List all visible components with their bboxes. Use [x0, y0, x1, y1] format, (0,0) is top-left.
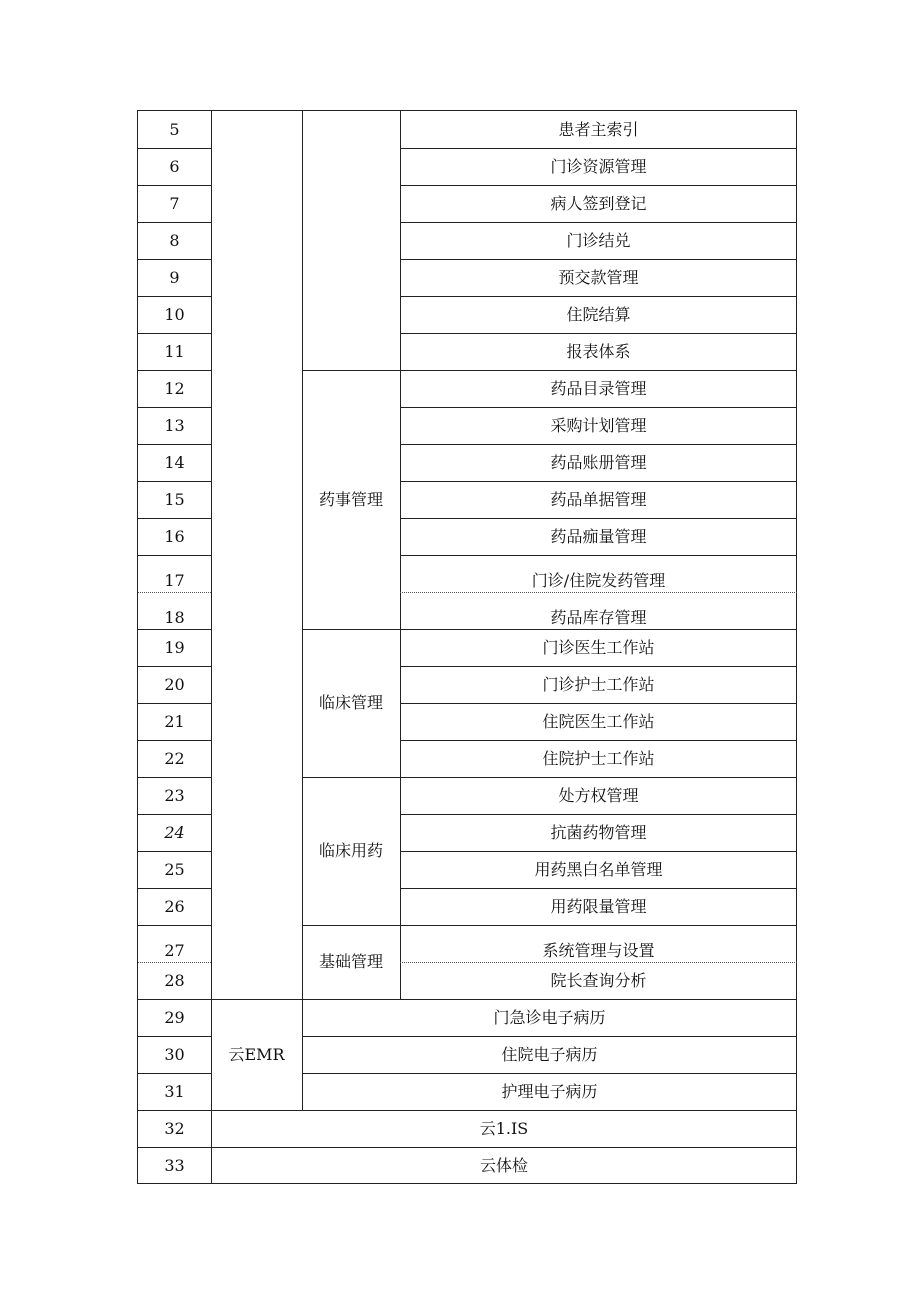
row-number: 31: [164, 1081, 185, 1101]
row-number: 5: [169, 119, 180, 139]
item-cell: 门诊/住院发药管理: [531, 571, 666, 590]
row-number: 16: [164, 526, 185, 546]
row-border: [400, 629, 797, 630]
item-cell: 抗菌药物管理: [550, 822, 647, 842]
row-border: [138, 518, 211, 519]
item-cell: 护理电子病历: [501, 1081, 598, 1101]
row-border: [400, 740, 797, 741]
group-border: [302, 925, 400, 926]
item-cell: 院长查询分析: [550, 970, 647, 990]
group-border: [302, 629, 400, 630]
row-border: [138, 444, 211, 445]
group-clinical: 临床管理: [318, 693, 383, 712]
row-border: [138, 814, 211, 815]
row-border: [138, 185, 211, 186]
group-basic: 基础管理: [318, 952, 383, 971]
row-border: [400, 851, 797, 852]
row-border: [400, 888, 797, 889]
item-cell: 门急诊电子病历: [493, 1007, 606, 1027]
row-border: [138, 222, 211, 223]
group-emr: 云EMR: [228, 1044, 285, 1064]
row-border: [138, 1036, 211, 1037]
row-number: 8: [169, 230, 180, 250]
item-cell: 门诊资源管理: [550, 156, 647, 176]
row-border: [138, 851, 211, 852]
row-number: 18: [164, 608, 185, 627]
row-border: [302, 1036, 797, 1037]
row-border: [138, 629, 211, 630]
item-cell: 云体检: [479, 1155, 528, 1175]
section-border: [138, 1110, 797, 1111]
row-number: 7: [169, 193, 180, 213]
row-border: [400, 777, 797, 778]
row-number: 19: [164, 637, 185, 657]
row-number: 30: [164, 1044, 185, 1064]
row-border: [138, 370, 211, 371]
row-number: 10: [164, 304, 185, 324]
row-number: 20: [164, 674, 185, 694]
row-border: [302, 1073, 797, 1074]
row-border: [400, 481, 797, 482]
item-cell: 住院结算: [566, 304, 631, 324]
section-border: [138, 999, 797, 1000]
row-number: 23: [164, 785, 185, 805]
row-number: 24: [164, 822, 185, 842]
item-cell: 门诊结兑: [566, 230, 631, 250]
item-cell: 系统管理与设置: [542, 941, 655, 960]
row-border: [400, 555, 797, 556]
row-border: [138, 1073, 211, 1074]
item-cell: 报表体系: [566, 341, 631, 361]
row-number: 29: [164, 1007, 185, 1027]
row-border: [138, 259, 211, 260]
row-border: [400, 444, 797, 445]
row-border: [400, 407, 797, 408]
row-divider: [138, 962, 211, 963]
item-cell: 住院医生工作站: [542, 711, 655, 731]
row-border: [138, 555, 211, 556]
row-border: [400, 333, 797, 334]
item-cell: 药品账册管理: [550, 452, 647, 472]
group-clinical-drug: 临床用药: [318, 841, 383, 860]
item-cell: 药品单据管理: [550, 489, 647, 509]
row-number: 12: [164, 378, 185, 398]
group-pharmacy: 药事管理: [318, 489, 383, 509]
row-number: 6: [169, 156, 180, 176]
row-number: 14: [164, 452, 185, 472]
row-border: [400, 222, 797, 223]
item-cell: 患者主索引: [558, 119, 639, 139]
item-cell: 处方权管理: [558, 785, 639, 805]
row-border: [400, 666, 797, 667]
row-divider: [400, 962, 797, 963]
row-divider: [138, 592, 211, 593]
item-cell: 采购计划管理: [550, 415, 647, 435]
row-border: [400, 296, 797, 297]
row-number: 13: [164, 415, 185, 435]
row-number: 9: [169, 267, 180, 287]
item-cell: 门诊医生工作站: [542, 637, 655, 657]
row-border: [400, 185, 797, 186]
row-border: [400, 703, 797, 704]
item-cell: 药品目录管理: [550, 378, 647, 398]
row-border: [138, 666, 211, 667]
row-border: [400, 518, 797, 519]
row-number: 32: [164, 1118, 185, 1138]
row-number: 17: [164, 571, 185, 590]
row-number: 21: [164, 711, 185, 731]
item-cell: 病人签到登记: [550, 193, 647, 213]
row-number: 28: [164, 970, 185, 990]
row-border: [138, 703, 211, 704]
module-table: [137, 110, 797, 1184]
row-border: [138, 740, 211, 741]
item-cell: 住院护士工作站: [542, 748, 655, 768]
item-cell: 用药黑白名单管理: [534, 859, 663, 879]
row-border: [400, 370, 797, 371]
column-border: [211, 111, 212, 1184]
row-number: 27: [164, 941, 185, 960]
row-border: [400, 925, 797, 926]
row-number: 25: [164, 859, 185, 879]
row-border: [138, 777, 211, 778]
row-border: [400, 148, 797, 149]
row-border: [400, 814, 797, 815]
row-border: [138, 481, 211, 482]
item-cell: 用药限量管理: [550, 896, 647, 916]
row-divider: [400, 592, 797, 593]
item-cell: 云1.IS: [479, 1118, 529, 1138]
section-border: [138, 1147, 797, 1148]
row-border: [400, 259, 797, 260]
row-number: 15: [164, 489, 185, 509]
item-cell: 药品痂量管理: [550, 526, 647, 546]
row-number: 33: [164, 1155, 185, 1175]
item-cell: 药品库存管理: [550, 608, 647, 627]
item-cell: 住院电子病历: [501, 1044, 598, 1064]
row-number: 26: [164, 896, 185, 916]
row-border: [138, 296, 211, 297]
item-cell: 预交款管理: [558, 267, 639, 287]
row-number: 11: [164, 341, 185, 361]
row-border: [138, 888, 211, 889]
row-border: [138, 407, 211, 408]
row-border: [138, 925, 211, 926]
row-number: 22: [164, 748, 185, 768]
row-border: [138, 148, 211, 149]
row-border: [138, 333, 211, 334]
item-cell: 门诊护士工作站: [542, 674, 655, 694]
group-border: [302, 777, 400, 778]
group-border: [302, 370, 400, 371]
column-border: [302, 111, 303, 1110]
